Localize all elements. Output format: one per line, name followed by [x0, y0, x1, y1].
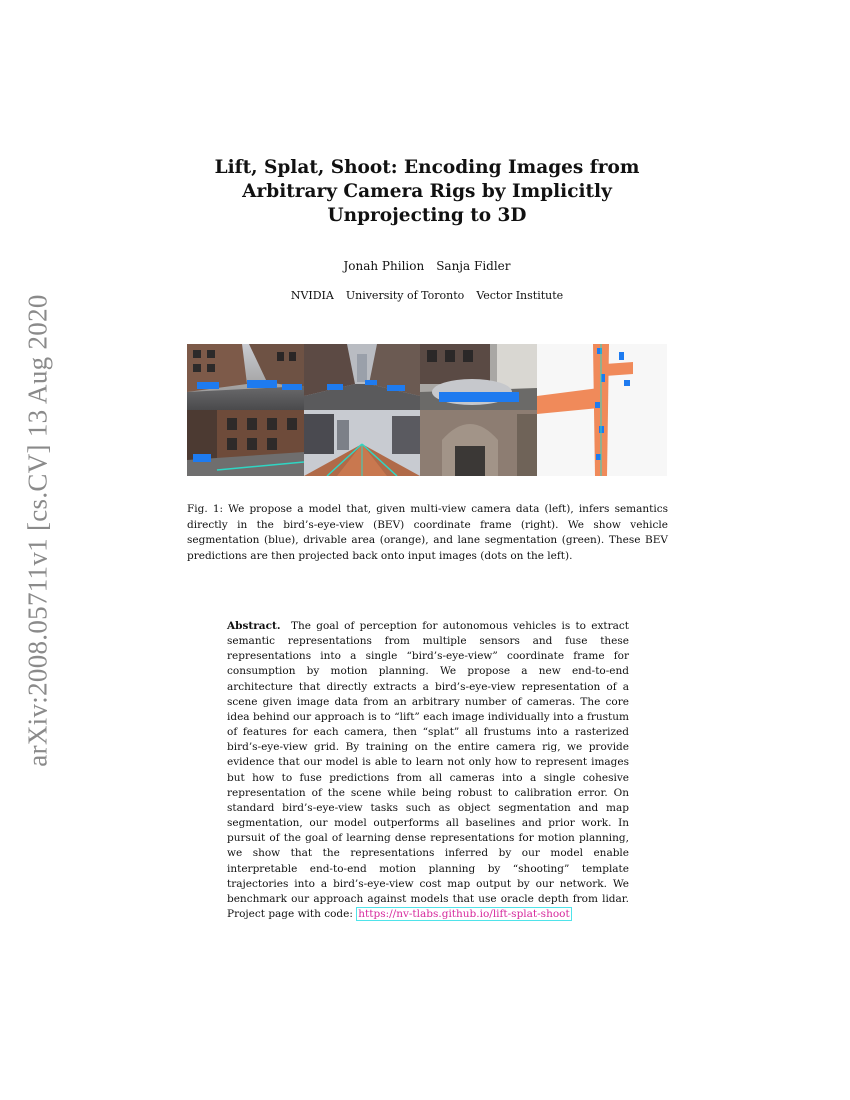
author-name: Sanja Fidler: [436, 259, 511, 273]
camera-view-back-left: [187, 410, 304, 476]
author-list: [187, 259, 667, 273]
affiliation-list: [187, 289, 667, 302]
arxiv-identifier: arXiv:2008.05711v1 [cs.CV] 13 Aug 2020: [22, 293, 53, 767]
affiliation-name: NVIDIA: [290, 289, 334, 302]
affiliation-name: University of Toronto: [345, 289, 465, 302]
camera-view-back-right: [420, 410, 537, 476]
paper-title: [187, 156, 667, 228]
abstract-text: The goal of perception for autonomous vehicles is to extract semantic representations from multiple sensors and fuse these representations into a single “bird’s-eye-view” coordinate frame for consumption by motion planning. We propose a new end-to-end architecture that directly extracts a bird’s-eye-view representation of a scene given image data from an arbitrary number of cameras. The core idea behind our approach is to “lift” each image individually into a frustum of features for each camera, then “splat” all frustums into a rasterized bird’s-eye-view grid. By training on the entire camera rig, we provide evidence that our model is able to learn not only how to represent images but how to fuse predictions from all cameras into a single cohesive representation of the scene while being robust to calibration error. On standard bird’s-eye-view tasks such as object segmentation and map segmentation, our model outperforms all baselines and prior work. In pursuit of the goal of learning dense representations for motion planning, we show that the representations inferred by our model enable interpretable end-to-end motion planning by “shooting” template trajectories into a bird’s-eye-view cost map output by our network. We benchmark our approach against models that use oracle depth from lidar. Project page with code:: [227, 620, 629, 920]
camera-view-front-right: [420, 344, 537, 410]
project-page-link[interactable]: https://nv-tlabs.github.io/lift-splat-shoot: [358, 907, 570, 920]
teaser-figure: [187, 344, 667, 476]
bev-prediction: [537, 344, 667, 476]
camera-view-front: [304, 344, 420, 410]
author-name: Jonah Philion: [343, 259, 425, 273]
abstract-label: Abstract.: [227, 620, 281, 632]
title-line-2: Arbitrary Camera Rigs by Implicitly: [242, 181, 612, 202]
affiliation-name: Vector Institute: [476, 289, 564, 302]
title-line-1: Lift, Splat, Shoot: Encoding Images from: [214, 157, 640, 178]
figure-graphic: [187, 344, 667, 476]
title-line-3: Unprojecting to 3D: [327, 205, 527, 226]
camera-view-back: [304, 410, 420, 476]
camera-view-front-left: [187, 344, 304, 410]
arxiv-side-stamp: [22, 285, 54, 775]
abstract-paragraph: [227, 619, 629, 922]
figure-caption: Fig. 1: We propose a model that, given multi-view camera data (left), infers semantics directly in the bird’s-eye-view (BEV) coordinate frame (right). We show vehicle segmentation (blue), drivable area (orange), and lane segmentation (green). These BEV predictions are then projected back onto input images (dots on the left).: [187, 503, 668, 562]
